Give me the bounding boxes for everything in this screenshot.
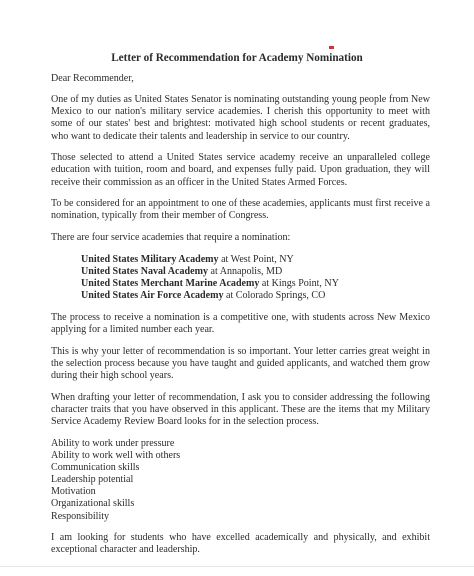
letter-title: Letter of Recommendation for Academy Nomination: [111, 52, 363, 64]
trait-list: [51, 438, 430, 523]
academy-list: [81, 254, 430, 303]
trait-item: Ability to work well with others: [51, 449, 181, 461]
academy-location: at West Point, NY: [218, 253, 294, 265]
trait-item: Motivation: [51, 486, 96, 498]
paragraph-process: The process to receive a nomination is a competitive one, with students across New Mexico applying for a limited number each year.: [51, 311, 430, 335]
salutation: Dear Recommender,: [51, 73, 134, 84]
letter-body: [51, 73, 430, 566]
paragraph-four-academies: There are four service academies that require a nomination:: [51, 232, 291, 244]
trait-item: Organizational skills: [51, 498, 135, 510]
academy-item: [81, 278, 430, 290]
red-marker: [329, 46, 334, 49]
academy-name: United States Naval Academy: [81, 265, 208, 277]
paragraph-duties: One of my duties as United States Senator is nominating outstanding young people from New Mexico to our nation's military service academies. I cherish this opportunity to meet with some of our states' best and brightest: motivated high school students or recent graduates, who want to dedicate their talents and leadership in service to our country.: [51, 94, 430, 142]
bottom-divider: [0, 566, 474, 567]
closing-paragraph: I am looking for students who have excelled academically and physically, and exhibit exceptional character and leadership.: [51, 532, 430, 556]
trait-item: Leadership potential: [51, 474, 134, 486]
trait-item: Responsibility: [51, 510, 110, 522]
trait-item: Ability to work under pressure: [51, 437, 175, 449]
paragraph-considered: To be considered for an appointment to one of these academies, applicants must first receive a nomination, typically from their member of Congress.: [51, 198, 430, 222]
paragraph-selected: Those selected to attend a United States service academy receive an unparalleled college education with tuition, room and board, and expenses fully paid. Upon graduation, they will receive their commission as an officer in the United States Armed Forces.: [51, 152, 430, 188]
academy-name: United States Merchant Marine Academy: [81, 278, 260, 290]
academy-location: at Kings Point, NY: [259, 278, 339, 290]
paragraph-importance: This is why your letter of recommendation is so important. Your letter carries great weight in the selection process because you have taught and guided applicants, and watched them grow during their high school years.: [51, 345, 430, 381]
academy-location: at Annapolis, MD: [207, 265, 283, 277]
paragraph-drafting: When drafting your letter of recommendation, I ask you to consider addressing the following character traits that you have observed in this applicant. These are the items that my Military Service Academy Review Board looks for in the selection process.: [51, 391, 430, 427]
academy-item: [81, 266, 430, 278]
academy-name: United States Air Force Academy: [81, 290, 224, 302]
academy-item: [81, 290, 430, 302]
academy-name: United States Military Academy: [81, 253, 219, 265]
academy-item: [81, 254, 430, 266]
academy-location: at Colorado Springs, CO: [223, 290, 326, 302]
trait-item: Communication skills: [51, 461, 140, 473]
